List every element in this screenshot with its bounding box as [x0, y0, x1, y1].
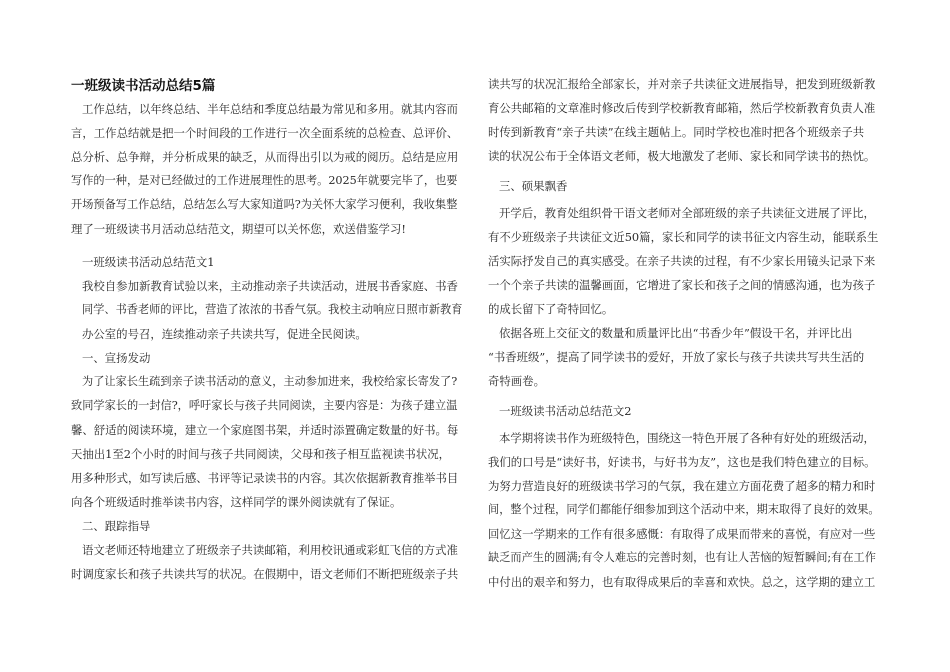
left-text-line: 二、跟踪指导	[82, 519, 151, 533]
right-text-line: 一个个亲子共读的温馨画面，它增进了家长和孩子之间的情感沟通，也为孩子	[488, 278, 876, 292]
right-text-line: 本学期将读书作为班级特色，围绕这一特色开展了各种有好处的班级活动，	[499, 431, 875, 445]
right-text-line: 中付出的艰辛和努力，也有取得成果后的幸喜和欢快。总之，这学期的建立工	[488, 575, 876, 589]
right-text-line: 的成长留下了奇特回忆。	[488, 302, 614, 316]
left-text-line: 馨、舒适的阅读环境，建立一个家庭图书架，并适时添置确定数量的好书。每	[71, 423, 459, 437]
right-text-line: 缺乏而产生的圆满;有令人难忘的完善时刻，也有让人苦恼的短暂瞬间;有在工作	[488, 551, 876, 564]
left-text-line: 我校自参加新教育试验以来，主动推动亲子共读活动，进展书香家庭、书香	[82, 279, 458, 293]
right-text-line: 有不少班级亲子共读征文近50篇，家长和同学的读书征文内容生动，能联系生	[488, 230, 879, 244]
left-text-line: 言，工作总结就是把一个时间段的工作进行一次全面系统的总检查、总评价、	[71, 126, 459, 140]
left-text-line: 为了让家长生疏到亲子读书活动的意义，主动参加进来，我校给家长寄发了?	[82, 375, 458, 388]
right-text-line: 我们的口号是“读好书，好读书，与好书为友”，这也是我们特色建立的目标。	[488, 455, 876, 469]
left-text-line: 向各个班级适时推举读书内容，这样同学的课外阅读就有了保证。	[71, 495, 402, 509]
right-text-line: 读的状况公布于全体语文老师，极大地激发了老师、家长和同学读书的热忱。	[488, 149, 876, 163]
right-text-line: 开学后，教育处组织骨干语文老师对全部班级的亲子共读征文进展了评比，	[499, 206, 875, 220]
right-text-line: 间，整个过程，同学们都能仔细参加到这个活动中来，期末取得了良好的效果。	[488, 503, 880, 516]
right-text-line: 三、硕果飘香	[499, 179, 568, 193]
left-text-line: 写作的一种，是对已经做过的工作进展理性的思考。2025年就要完毕了，也要	[71, 174, 458, 187]
left-text-line: 语文老师还特地建立了班级亲子共读邮箱，利用校讯通或彩虹飞信的方式准	[82, 543, 458, 557]
right-text-line: 回忆这一学期来的工作有很多感慨：有取得了成果而带来的喜悦，有应对一些	[488, 527, 876, 541]
right-text-line: 育公共邮箱的文章准时修改后传到学校新教育邮箱，然后学校新教育负责人准	[488, 101, 876, 115]
left-text-line: 工作总结，以年终总结、半年总结和季度总结最为常见和多用。就其内容而	[82, 102, 458, 116]
right-text-line: 一班级读书活动总结范文2	[499, 404, 632, 418]
left-text-line: 一、宣扬发动	[82, 351, 151, 365]
right-text-line: 依据各班上交征文的数量和质量评比出“书香少年”假设干名，并评比出	[499, 326, 853, 340]
right-text-line: 奇特画卷。	[488, 374, 545, 388]
left-text-line: 总分析、总争辩，并分析成果的缺乏，从而得出引以为戒的阅历。总结是应用	[71, 150, 459, 164]
right-text-line: 读共写的状况汇报给全部家长，并对亲子共读征文进展指导，把发到班级新教	[488, 77, 876, 91]
left-text-line: 天抽出1至2个小时的时间与孩子共同阅读，父母和孩子相互监视读书状况，	[71, 447, 450, 461]
left-text-line: 致同学家长的一封信?，呼吁家长与孩子共同阅读，主要内容是：为孩子建立温	[71, 399, 458, 412]
document-title: 一班级读书活动总结5篇	[71, 78, 216, 94]
right-text-line: 时传到新教育“亲子共读”在线主题帖上。同时学校也准时把各个班级亲子共	[488, 125, 865, 139]
left-text-line: 用多种形式，如写读后感、书评等记录读书的内容。其次依据新教育推举书目	[71, 471, 459, 485]
right-text-line: 为努力营造良好的班级读书学习的气氛，我在建立方面花费了超多的精力和时	[488, 479, 876, 493]
left-text-line: 开场预备写工作总结，总结怎么写大家知道吗?为关怀大家学习便利，我收集整	[71, 198, 458, 211]
left-text-line: 一班级读书活动总结范文1	[82, 255, 215, 269]
left-text-line: 办公室的号召，连续推动亲子共读共写，促进全民阅读。	[82, 327, 367, 341]
right-text-line: 活实际抒发自己的真实感受。在亲子共读的过程，有不少家长用镜头记录下来	[488, 254, 876, 268]
left-text-line: 同学、书香老师的评比，营造了浓浓的书香气氛。我校主动响应日照市新教育	[82, 303, 463, 316]
right-text-line: “书香班级”，提高了同学读书的爱好，开放了家长与孩子共读共写共生活的	[488, 350, 865, 364]
left-text-line: 理了一班级读书月活动总结范文，期望可以关怀您，欢送借鉴学习!	[71, 222, 406, 236]
left-text-line: 时调度家长和孩子共读共写的状况。在假期中，语文老师们不断把班级亲子共	[71, 567, 459, 581]
